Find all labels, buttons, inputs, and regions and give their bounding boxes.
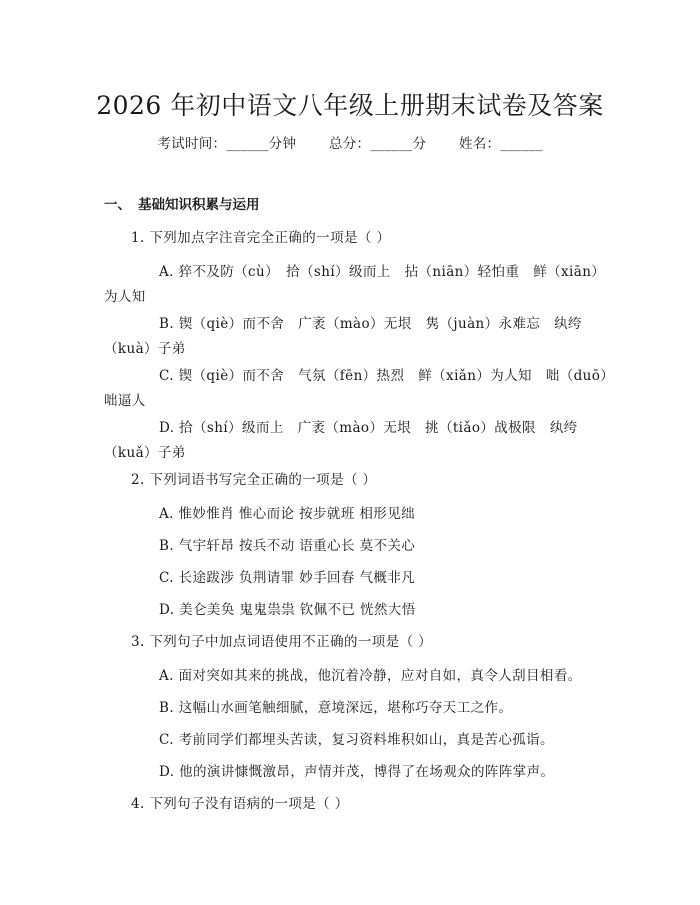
exam-name-field: 姓名：______ bbox=[458, 136, 543, 152]
section-heading bbox=[104, 193, 260, 213]
question-stem: 4. 下列句子没有语病的一项是（ ） bbox=[131, 796, 349, 812]
option-d: D. 拾（shí）级而上 广袤（mào）无垠 挑（tiǎo）战极限 纨绔 bbox=[159, 420, 578, 436]
option-a: A. 惟妙惟肖 惟心而论 按步就班 相形见绌 bbox=[159, 506, 416, 522]
page-title: 2026 年初中语文八年级上册期末试卷及答案 bbox=[96, 91, 604, 120]
exam-score-field: 总分：______分 bbox=[328, 136, 427, 152]
option-c-continuation: 咄逼人 bbox=[104, 393, 146, 409]
option-c: C. 长途跋涉 负荆请罪 妙手回春 气概非凡 bbox=[159, 570, 416, 586]
option-b-continuation: （kuà）子弟 bbox=[104, 341, 186, 357]
section-title: 基础知识积累与运用 bbox=[138, 197, 260, 213]
option-d: D. 美仑美奂 鬼鬼祟祟 钦佩不已 恍然大悟 bbox=[159, 602, 416, 618]
exam-time-field: 考试时间：______分钟 bbox=[157, 136, 297, 152]
option-d-continuation: （kuǎ）子弟 bbox=[104, 445, 186, 461]
question-stem: 2. 下列词语书写完全正确的一项是（ ） bbox=[131, 472, 377, 488]
option-b: B. 锲（qiè）而不舍 广袤（mào）无垠 隽（juàn）永难忘 纨绔 bbox=[159, 316, 582, 332]
option-d: D. 他的演讲慷慨激昂，声情并茂，博得了在场观众的阵阵掌声。 bbox=[159, 764, 555, 780]
question-stem: 1. 下列加点字注音完全正确的一项是（ ） bbox=[131, 230, 391, 246]
option-a: A. 猝不及防（cù） 拾（shí）级而上 拈（niān）轻怕重 鲜（xiān） bbox=[159, 264, 606, 280]
exam-meta bbox=[0, 132, 700, 152]
section-number: 一、 bbox=[104, 197, 131, 213]
option-b: B. 这幅山水画笔触细腻，意境深远，堪称巧夺天工之作。 bbox=[159, 700, 513, 716]
option-c: C. 考前同学们都埋头苦读，复习资料堆积如山，真是苦心孤诣。 bbox=[159, 732, 554, 748]
option-a: A. 面对突如其来的挑战，他沉着冷静，应对自如，真令人刮目相看。 bbox=[159, 668, 582, 684]
option-a-continuation: 为人知 bbox=[104, 289, 146, 305]
question-stem: 3. 下列句子中加点词语使用不正确的一项是（ ） bbox=[131, 634, 433, 650]
option-c: C. 锲（qiè）而不舍 气氛（fēn）热烈 鲜（xiǎn）为人知 咄（duō） bbox=[159, 368, 615, 384]
option-b: B. 气宇轩昂 按兵不动 语重心长 莫不关心 bbox=[159, 538, 416, 554]
